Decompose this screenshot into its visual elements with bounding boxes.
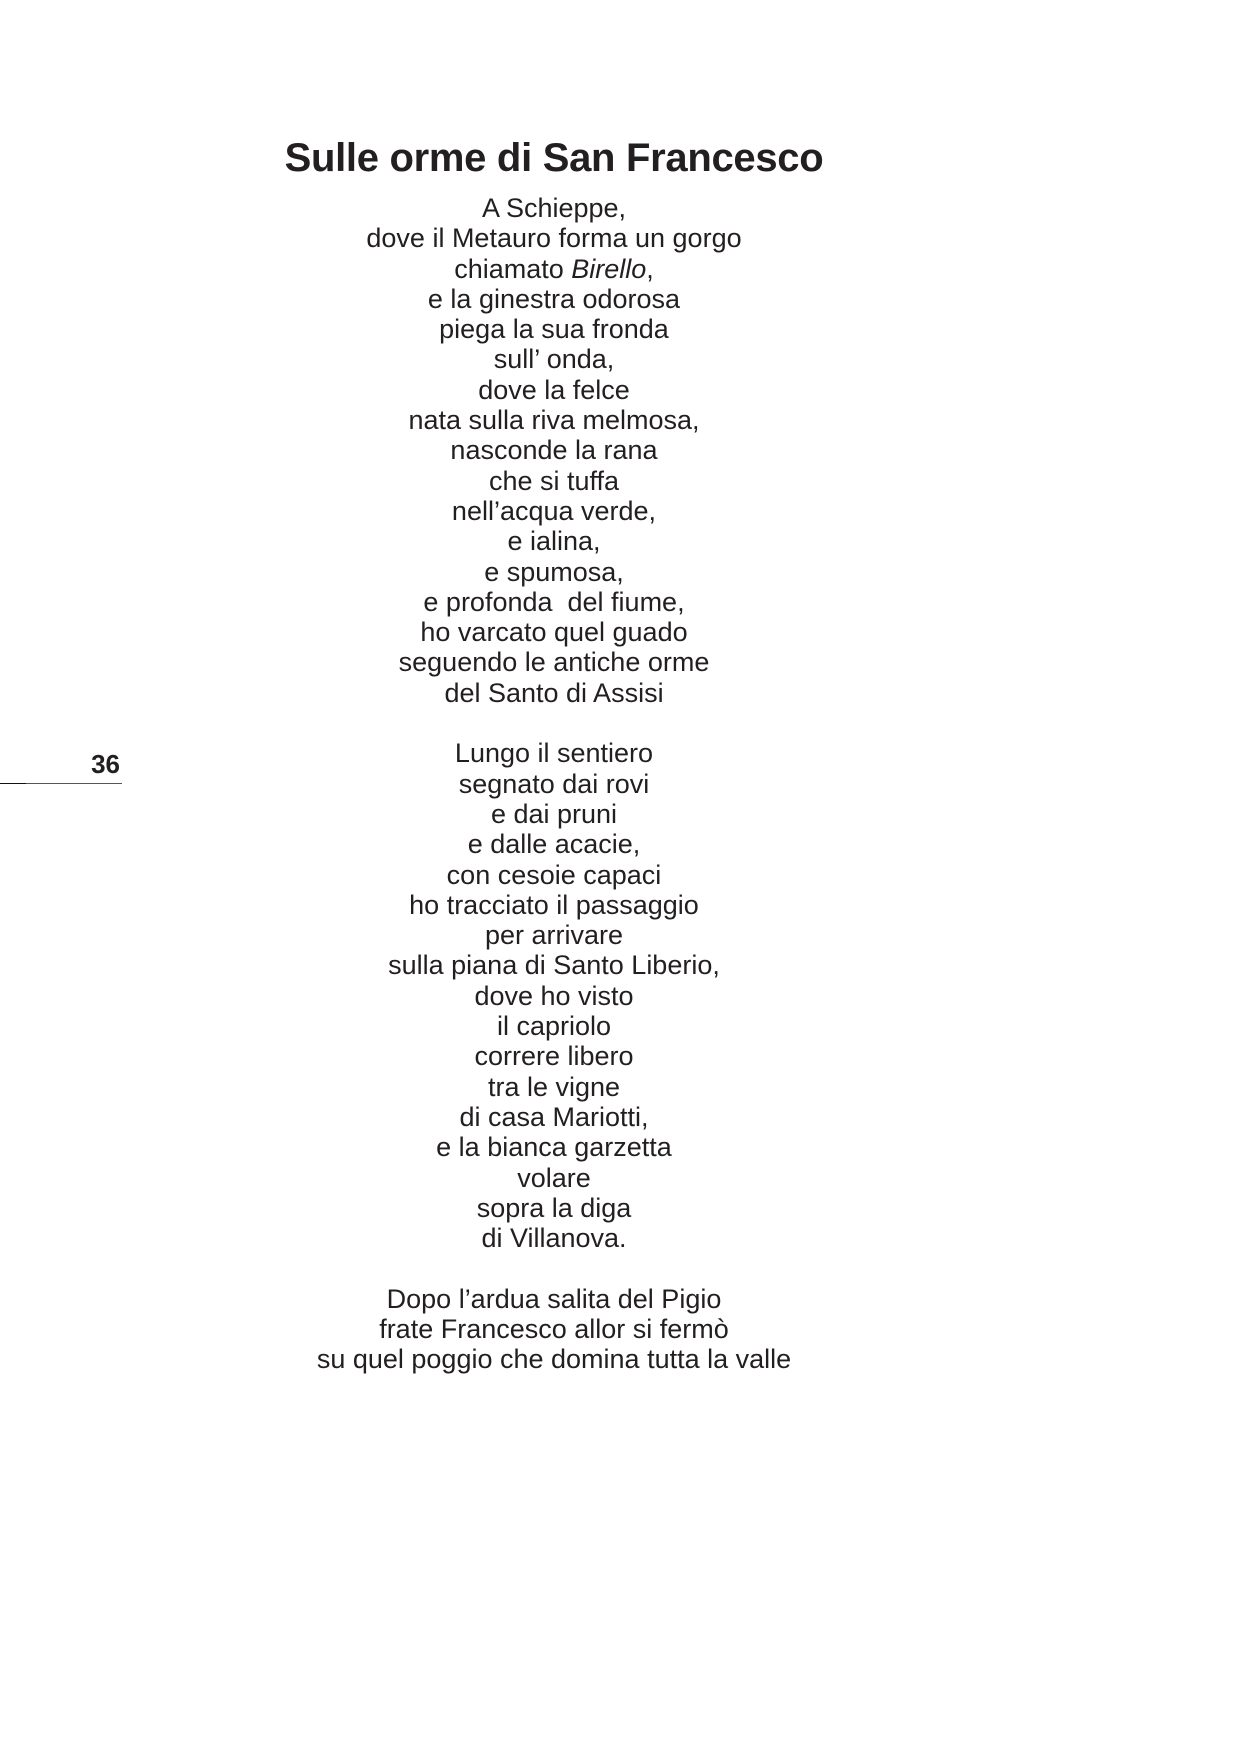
page-number-rule: [0, 783, 122, 784]
poem-body: [0, 193, 1108, 1405]
stanza-1: [0, 193, 1108, 708]
poem-line: A Schieppe,: [481, 193, 627, 223]
poem-line: Lungo il sentiero: [454, 738, 654, 769]
poem-line: tra le vigne: [487, 1071, 621, 1102]
poem-title: Sulle orme di San Francesco: [284, 136, 824, 180]
poem-line: e ialina,: [507, 526, 601, 557]
poem-line: di casa Mariotti,: [459, 1101, 649, 1132]
poem-line: segnato dai rovi: [458, 768, 650, 799]
poem-line: e dalle acacie,: [467, 829, 641, 860]
stanza-3: [0, 1284, 1108, 1375]
poem-line: e la ginestra odorosa: [427, 283, 681, 314]
poem-line: con cesoie capaci: [446, 859, 662, 890]
poem-line: nata sulla riva melmosa,: [408, 405, 700, 436]
poem-line: nell’acqua verde,: [451, 495, 657, 526]
poem-line: sull’ onda,: [493, 344, 615, 375]
poem-line: seguendo le antiche orme: [398, 647, 710, 678]
poem-line: Dopo l’ardua salita del Pigio: [386, 1283, 722, 1314]
poem-line: dove ho visto: [474, 980, 634, 1011]
poem-line: per arrivare: [484, 920, 624, 951]
poem-line-suffix: ,: [646, 253, 654, 284]
poem-line: e profonda del fiume,: [423, 586, 685, 617]
poem-line-prefix: chiamato: [454, 253, 572, 284]
poem-line: correre libero: [474, 1041, 634, 1072]
poem-line: sopra la diga: [476, 1192, 632, 1223]
poem-line: volare: [517, 1162, 591, 1193]
page-number: 36: [91, 749, 120, 779]
poem-line: ho varcato quel guado: [420, 617, 688, 648]
poem-line: e spumosa,: [484, 556, 624, 587]
poem-line: frate Francesco allor si fermò: [379, 1313, 729, 1344]
poem-line: che si tuffa: [488, 465, 620, 496]
stanza-2: [0, 738, 1108, 1253]
poem-line: piega la sua fronda: [439, 314, 669, 345]
poem-line: il capriolo: [496, 1011, 612, 1042]
poem-line: e dai pruni: [490, 798, 618, 829]
poem-line: nasconde la rana: [450, 435, 658, 466]
place-name-italic: Birello: [571, 253, 647, 284]
poem-line: [0, 254, 1108, 284]
poem-line: su quel poggio che domina tutta la valle: [316, 1344, 792, 1375]
poem-line: dove la felce: [478, 374, 630, 405]
poem-line: ho tracciato il passaggio: [409, 889, 699, 920]
poem-line: e la bianca garzetta: [436, 1132, 672, 1163]
poem-line: di Villanova.: [481, 1223, 627, 1254]
poem-line: sulla piana di Santo Liberio,: [388, 950, 720, 981]
poem-line: del Santo di Assisi: [444, 677, 664, 708]
poem-line: dove il Metauro forma un gorgo: [366, 223, 742, 254]
